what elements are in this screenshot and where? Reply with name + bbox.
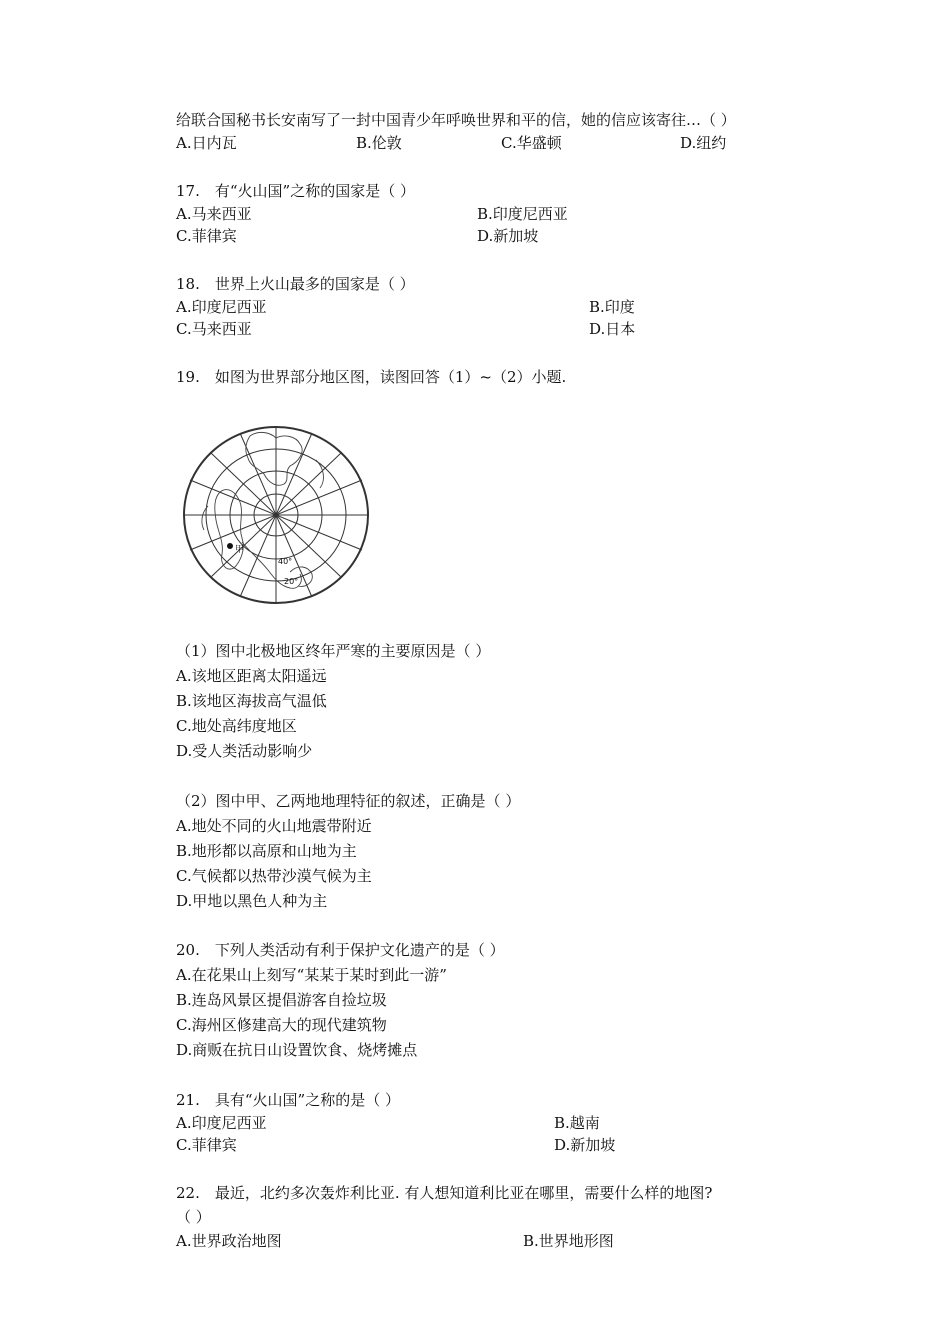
q18-option-d: D.日本 bbox=[589, 320, 636, 338]
q17-stem: 17. 有“火山国”之称的国家是（ ） bbox=[176, 182, 415, 200]
q21-stem: 21. 具有“火山国”之称的是（ ） bbox=[176, 1091, 400, 1109]
q16-option-a: A.日内瓦 bbox=[176, 134, 237, 152]
q19-sub2-option-a: A.地处不同的火山地震带附近 bbox=[176, 817, 372, 835]
q16-option-d: D.纽约 bbox=[680, 134, 727, 152]
q18-option-b: B.印度 bbox=[589, 298, 635, 316]
q22-option-a: A.世界政治地图 bbox=[176, 1232, 282, 1250]
q19-sub1-option-b: B.该地区海拔高气温低 bbox=[176, 692, 327, 710]
polar-map bbox=[180, 422, 370, 607]
q21-option-d: D.新加坡 bbox=[554, 1136, 616, 1154]
q21-option-a: A.印度尼西亚 bbox=[176, 1114, 267, 1132]
q17-option-d: D.新加坡 bbox=[477, 227, 539, 245]
q19-sub1-option-a: A.该地区距离太阳遥远 bbox=[176, 667, 327, 685]
q22-stem-cont: （ ） bbox=[176, 1208, 211, 1226]
label-lat20: 20° bbox=[284, 577, 299, 586]
q16-stem: 给联合国秘书长安南写了一封中国青少年呼唤世界和平的信，她的信应该寄往…（ ） bbox=[176, 111, 736, 129]
q17-option-c: C.菲律宾 bbox=[176, 227, 237, 245]
q20-stem: 20. 下列人类活动有利于保护文化遗产的是（ ） bbox=[176, 941, 505, 959]
q22-option-b: B.世界地形图 bbox=[523, 1232, 614, 1250]
label-lat40: 40° bbox=[278, 557, 293, 566]
q18-option-c: C.马来西亚 bbox=[176, 320, 252, 338]
q16-option-b: B.伦敦 bbox=[356, 134, 402, 152]
q20-option-d: D.商贩在抗日山设置饮食、烧烤摊点 bbox=[176, 1041, 418, 1059]
q22-stem: 22. 最近，北约多次轰炸利比亚. 有人想知道利比亚在哪里，需要什么样的地图? bbox=[176, 1184, 713, 1202]
q19-sub1-option-c: C.地处高纬度地区 bbox=[176, 717, 297, 735]
q21-option-c: C.菲律宾 bbox=[176, 1136, 237, 1154]
q19-sub2-stem: （2）图中甲、乙两地地理特征的叙述，正确是（ ） bbox=[176, 792, 521, 810]
q16-option-c: C.华盛顿 bbox=[501, 134, 562, 152]
q18-stem: 18. 世界上火山最多的国家是（ ） bbox=[176, 275, 415, 293]
q20-option-c: C.海州区修建高大的现代建筑物 bbox=[176, 1016, 387, 1034]
q19-sub2-option-c: C.气候都以热带沙漠气候为主 bbox=[176, 867, 372, 885]
q20-option-b: B.连岛风景区提倡游客自捡垃圾 bbox=[176, 991, 387, 1009]
q20-option-a: A.在花果山上刻写“某某于某时到此一游” bbox=[176, 966, 447, 984]
q19-sub1-option-d: D.受人类活动影响少 bbox=[176, 742, 313, 760]
q19-sub2-option-b: B.地形都以高原和山地为主 bbox=[176, 842, 357, 860]
label-jia: 甲 bbox=[235, 545, 245, 555]
q17-option-b: B.印度尼西亚 bbox=[477, 205, 568, 223]
q21-option-b: B.越南 bbox=[554, 1114, 600, 1132]
q18-option-a: A.印度尼西亚 bbox=[176, 298, 267, 316]
q19-sub1-stem: （1）图中北极地区终年严寒的主要原因是（ ） bbox=[176, 642, 491, 660]
q19-stem: 19. 如图为世界部分地区图，读图回答（1）~（2）小题. bbox=[176, 368, 567, 386]
q19-sub2-option-d: D.甲地以黑色人种为主 bbox=[176, 892, 328, 910]
point-jia bbox=[227, 543, 233, 549]
q17-option-a: A.马来西亚 bbox=[176, 205, 252, 223]
